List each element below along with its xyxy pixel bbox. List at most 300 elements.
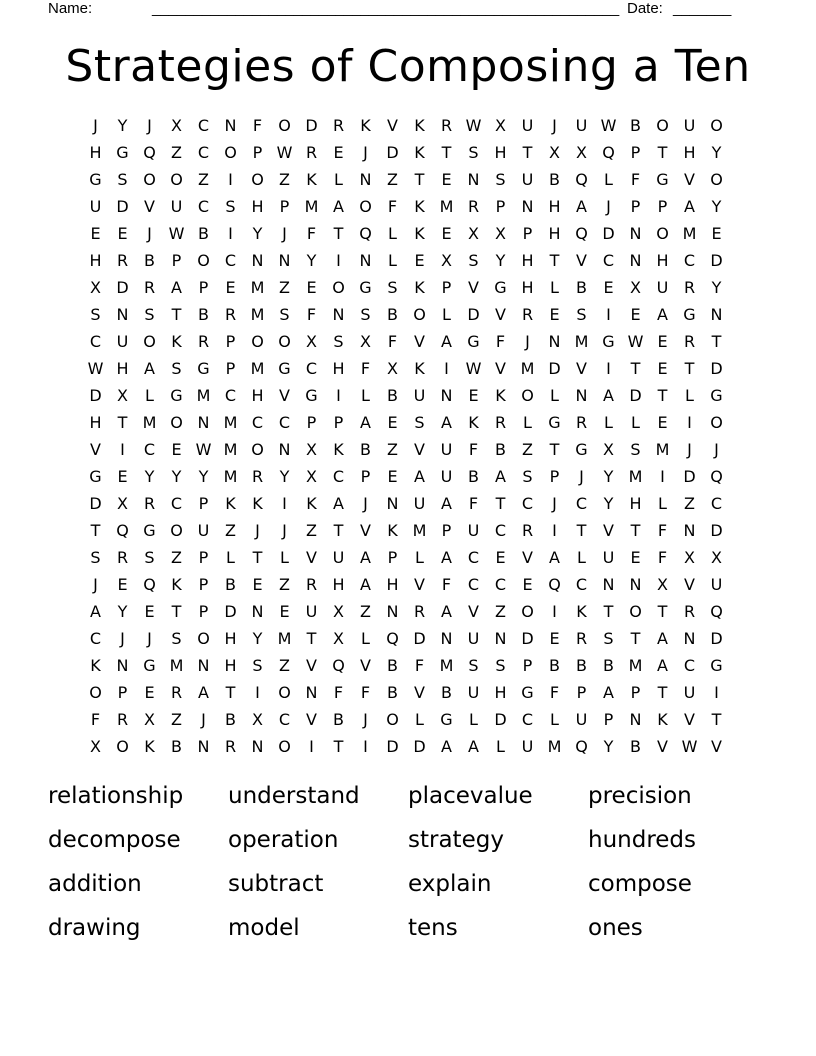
grid-letter: R: [575, 413, 588, 432]
grid-letter: Y: [711, 278, 722, 297]
grid-letter: C: [197, 116, 210, 135]
grid-letter: Q: [143, 143, 156, 162]
grid-letter: Z: [684, 494, 695, 513]
grid-letter: Q: [143, 575, 156, 594]
grid-letter: M: [439, 197, 454, 216]
grid-letter: N: [197, 737, 210, 756]
grid-letter: X: [603, 440, 614, 459]
grid-letter: V: [387, 116, 398, 135]
grid-letter: D: [467, 305, 480, 324]
grid-letter: R: [143, 278, 156, 297]
grid-row: [82, 193, 730, 220]
grid-letter: I: [363, 737, 368, 756]
grid-letter: C: [332, 467, 345, 486]
grid-letter: P: [360, 467, 371, 486]
grid-letter: P: [630, 143, 641, 162]
grid-letter: Y: [252, 224, 263, 243]
grid-row: [82, 490, 730, 517]
grid-letter: L: [577, 548, 586, 567]
grid-letter: O: [521, 386, 534, 405]
grid-letter: B: [495, 440, 506, 459]
grid-letter: G: [440, 710, 453, 729]
grid-row: [82, 571, 730, 598]
grid-letter: E: [549, 305, 560, 324]
grid-letter: L: [631, 413, 640, 432]
word-list-item: explain: [408, 871, 492, 897]
grid-letter: D: [710, 359, 723, 378]
word-list-item: ones: [588, 915, 643, 941]
grid-letter: F: [495, 332, 506, 351]
grid-letter: I: [120, 440, 125, 459]
grid-letter: L: [388, 224, 397, 243]
grid-letter: X: [333, 629, 344, 648]
grid-letter: W: [276, 143, 293, 162]
grid-letter: T: [333, 521, 344, 540]
grid-letter: R: [521, 305, 534, 324]
grid-letter: Q: [602, 143, 615, 162]
grid-letter: Y: [144, 467, 155, 486]
grid-letter: D: [386, 143, 399, 162]
grid-letter: N: [251, 737, 264, 756]
grid-letter: K: [171, 332, 182, 351]
grid-letter: Y: [252, 629, 263, 648]
grid-letter: S: [90, 305, 101, 324]
grid-letter: B: [603, 656, 614, 675]
grid-letter: E: [117, 467, 128, 486]
grid-letter: A: [657, 305, 668, 324]
grid-letter: V: [90, 440, 101, 459]
grid-letter: P: [495, 197, 506, 216]
grid-letter: X: [306, 440, 317, 459]
grid-letter: C: [197, 143, 210, 162]
grid-letter: I: [714, 683, 719, 702]
grid-letter: S: [495, 656, 506, 675]
grid-letter: H: [89, 413, 102, 432]
date-field-line[interactable]: _______: [673, 0, 732, 17]
grid-letter: T: [603, 602, 614, 621]
grid-letter: R: [413, 602, 426, 621]
page-title: Strategies of Composing a Ten: [65, 41, 751, 92]
grid-letter: V: [468, 602, 479, 621]
grid-letter: G: [467, 332, 480, 351]
grid-letter: E: [144, 602, 155, 621]
word-list-item: decompose: [48, 827, 181, 853]
grid-letter: F: [360, 359, 371, 378]
grid-letter: D: [305, 116, 318, 135]
word-list-item: precision: [588, 783, 692, 809]
word-list-item: drawing: [48, 915, 141, 941]
grid-letter: R: [143, 494, 156, 513]
grid-letter: K: [414, 359, 425, 378]
grid-letter: N: [116, 305, 129, 324]
grid-letter: Z: [279, 278, 290, 297]
grid-row: [82, 598, 730, 625]
grid-letter: I: [309, 737, 314, 756]
grid-letter: O: [89, 683, 102, 702]
grid-letter: P: [441, 278, 452, 297]
grid-letter: D: [224, 602, 237, 621]
grid-letter: Q: [710, 602, 723, 621]
grid-letter: X: [171, 116, 182, 135]
grid-letter: V: [306, 710, 317, 729]
grid-letter: W: [465, 359, 482, 378]
grid-letter: L: [415, 710, 424, 729]
grid-letter: W: [168, 224, 185, 243]
grid-letter: F: [387, 197, 398, 216]
grid-letter: E: [495, 548, 506, 567]
grid-row: [82, 301, 730, 328]
grid-letter: V: [360, 521, 371, 540]
grid-letter: C: [278, 413, 291, 432]
word-list-item: tens: [408, 915, 458, 941]
grid-letter: O: [170, 521, 183, 540]
grid-letter: G: [575, 440, 588, 459]
grid-letter: E: [252, 575, 263, 594]
grid-letter: Z: [279, 170, 290, 189]
grid-letter: J: [93, 575, 98, 594]
grid-letter: G: [521, 683, 534, 702]
grid-letter: L: [550, 710, 559, 729]
grid-letter: C: [575, 575, 588, 594]
grid-letter: P: [198, 575, 209, 594]
grid-letter: X: [630, 278, 641, 297]
grid-letter: M: [439, 656, 454, 675]
grid-letter: A: [441, 548, 452, 567]
grid-letter: M: [250, 359, 265, 378]
word-list-item: hundreds: [588, 827, 697, 853]
grid-letter: N: [197, 413, 210, 432]
grid-letter: A: [657, 656, 668, 675]
grid-letter: R: [197, 332, 210, 351]
grid-letter: K: [306, 494, 317, 513]
grid-letter: P: [171, 251, 182, 270]
grid-letter: C: [89, 332, 102, 351]
grid-letter: C: [494, 575, 507, 594]
word-list-item: relationship: [48, 783, 184, 809]
grid-letter: J: [147, 116, 152, 135]
grid-letter: T: [90, 521, 101, 540]
word-list-item: addition: [48, 871, 142, 897]
grid-letter: X: [90, 278, 101, 297]
grid-letter: J: [147, 629, 152, 648]
grid-letter: M: [682, 224, 697, 243]
grid-letter: E: [117, 575, 128, 594]
grid-letter: G: [143, 521, 156, 540]
grid-letter: M: [223, 413, 238, 432]
grid-letter: N: [386, 602, 399, 621]
grid-letter: G: [143, 656, 156, 675]
grid-letter: J: [552, 494, 557, 513]
grid-letter: Q: [710, 467, 723, 486]
grid-letter: A: [468, 737, 479, 756]
grid-letter: P: [225, 359, 236, 378]
grid-letter: C: [710, 494, 723, 513]
grid-letter: J: [147, 224, 152, 243]
grid-letter: T: [630, 629, 641, 648]
grid-letter: E: [711, 224, 722, 243]
grid-letter: D: [116, 278, 129, 297]
grid-letter: S: [495, 170, 506, 189]
grid-letter: L: [550, 278, 559, 297]
grid-letter: R: [116, 548, 129, 567]
grid-letter: D: [710, 251, 723, 270]
grid-letter: N: [467, 170, 480, 189]
word-list-item: subtract: [228, 871, 324, 897]
grid-letter: B: [171, 737, 182, 756]
grid-letter: G: [89, 467, 102, 486]
grid-letter: K: [576, 602, 587, 621]
grid-letter: A: [144, 359, 155, 378]
grid-letter: H: [332, 575, 345, 594]
grid-letter: I: [282, 494, 287, 513]
grid-letter: Y: [711, 197, 722, 216]
grid-letter: T: [711, 710, 722, 729]
grid-letter: J: [687, 440, 692, 459]
grid-letter: U: [467, 521, 480, 540]
grid-letter: K: [414, 224, 425, 243]
grid-letter: Z: [306, 521, 317, 540]
grid-letter: B: [549, 170, 560, 189]
grid-letter: I: [228, 170, 233, 189]
grid-letter: B: [549, 656, 560, 675]
grid-letter: O: [332, 278, 345, 297]
grid-letter: U: [467, 683, 480, 702]
grid-row: [82, 544, 730, 571]
grid-letter: F: [387, 332, 398, 351]
grid-letter: Y: [117, 602, 128, 621]
grid-letter: R: [251, 467, 264, 486]
grid-letter: C: [683, 656, 696, 675]
grid-letter: P: [252, 143, 263, 162]
grid-letter: S: [144, 305, 155, 324]
grid-letter: U: [683, 683, 696, 702]
grid-letter: X: [495, 224, 506, 243]
grid-letter: U: [413, 386, 426, 405]
grid-letter: J: [201, 710, 206, 729]
grid-letter: P: [603, 710, 614, 729]
grid-letter: D: [710, 521, 723, 540]
grid-letter: J: [93, 116, 98, 135]
grid-letter: F: [468, 440, 479, 459]
grid-letter: L: [415, 548, 424, 567]
grid-letter: V: [657, 737, 668, 756]
grid-letter: Z: [198, 170, 209, 189]
grid-letter: H: [683, 143, 696, 162]
grid-letter: T: [657, 683, 668, 702]
grid-letter: P: [198, 548, 209, 567]
grid-letter: N: [602, 575, 615, 594]
word-list-item: model: [228, 915, 300, 941]
grid-letter: P: [630, 683, 641, 702]
grid-letter: C: [143, 440, 156, 459]
word-search-grid: [82, 112, 730, 760]
grid-letter: E: [630, 305, 641, 324]
grid-letter: O: [278, 683, 291, 702]
grid-letter: B: [630, 116, 641, 135]
grid-letter: M: [169, 656, 184, 675]
grid-letter: B: [468, 467, 479, 486]
grid-letter: N: [521, 197, 534, 216]
grid-letter: D: [413, 737, 426, 756]
grid-letter: B: [225, 575, 236, 594]
grid-letter: C: [575, 494, 588, 513]
grid-letter: H: [656, 251, 669, 270]
grid-letter: F: [657, 548, 668, 567]
grid-letter: T: [630, 521, 641, 540]
grid-letter: O: [359, 197, 372, 216]
grid-letter: P: [198, 278, 209, 297]
grid-letter: E: [603, 278, 614, 297]
grid-letter: Y: [603, 737, 614, 756]
grid-letter: E: [549, 629, 560, 648]
grid-letter: A: [441, 494, 452, 513]
grid-letter: B: [576, 278, 587, 297]
grid-letter: J: [714, 440, 719, 459]
grid-letter: T: [306, 629, 317, 648]
grid-letter: T: [657, 143, 668, 162]
grid-letter: F: [549, 683, 560, 702]
grid-letter: R: [224, 305, 237, 324]
date-label: Date:: [627, 0, 663, 17]
grid-letter: H: [521, 251, 534, 270]
grid-letter: E: [441, 224, 452, 243]
grid-letter: S: [117, 170, 128, 189]
grid-letter: E: [414, 251, 425, 270]
grid-letter: O: [116, 737, 129, 756]
grid-letter: A: [441, 602, 452, 621]
grid-letter: W: [627, 332, 644, 351]
name-field-line[interactable]: ________________________________________________________: [152, 0, 620, 17]
grid-letter: E: [387, 467, 398, 486]
grid-letter: P: [306, 413, 317, 432]
grid-letter: J: [525, 332, 530, 351]
grid-letter: S: [171, 359, 182, 378]
grid-letter: K: [414, 116, 425, 135]
grid-letter: U: [575, 116, 588, 135]
grid-letter: D: [548, 359, 561, 378]
grid-letter: S: [333, 332, 344, 351]
grid-letter: I: [255, 683, 260, 702]
grid-letter: S: [576, 305, 587, 324]
grid-letter: C: [683, 251, 696, 270]
grid-letter: A: [576, 197, 587, 216]
grid-letter: C: [467, 548, 480, 567]
grid-letter: N: [629, 251, 642, 270]
grid-letter: O: [170, 170, 183, 189]
grid-letter: O: [278, 737, 291, 756]
grid-letter: S: [360, 305, 371, 324]
grid-letter: B: [387, 656, 398, 675]
grid-letter: O: [629, 602, 642, 621]
grid-letter: J: [282, 224, 287, 243]
word-list-item: compose: [588, 871, 692, 897]
grid-letter: T: [414, 170, 425, 189]
grid-letter: I: [552, 602, 557, 621]
grid-letter: D: [116, 197, 129, 216]
grid-letter: T: [657, 386, 668, 405]
grid-letter: M: [277, 629, 292, 648]
grid-letter: U: [305, 602, 318, 621]
grid-letter: V: [306, 548, 317, 567]
grid-letter: Y: [603, 467, 614, 486]
grid-letter: X: [333, 602, 344, 621]
grid-letter: B: [441, 683, 452, 702]
grid-letter: S: [468, 143, 479, 162]
grid-letter: N: [440, 629, 453, 648]
grid-row: [82, 274, 730, 301]
grid-letter: Z: [387, 440, 398, 459]
grid-letter: T: [252, 548, 263, 567]
grid-letter: X: [576, 143, 587, 162]
grid-letter: R: [440, 116, 453, 135]
grid-letter: E: [657, 332, 668, 351]
grid-letter: B: [144, 251, 155, 270]
grid-letter: N: [116, 656, 129, 675]
grid-letter: T: [711, 332, 722, 351]
grid-letter: I: [606, 305, 611, 324]
grid-row: [82, 625, 730, 652]
grid-letter: A: [333, 494, 344, 513]
grid-letter: F: [90, 710, 101, 729]
grid-letter: N: [440, 386, 453, 405]
grid-letter: W: [465, 116, 482, 135]
grid-letter: C: [494, 521, 507, 540]
grid-letter: O: [143, 170, 156, 189]
grid-letter: I: [687, 413, 692, 432]
grid-letter: I: [336, 386, 341, 405]
grid-letter: N: [386, 494, 399, 513]
grid-letter: S: [387, 278, 398, 297]
grid-letter: U: [683, 116, 696, 135]
grid-letter: O: [278, 332, 291, 351]
grid-letter: S: [279, 305, 290, 324]
grid-letter: M: [628, 656, 643, 675]
grid-letter: O: [710, 116, 723, 135]
grid-letter: N: [278, 440, 291, 459]
grid-letter: G: [305, 386, 318, 405]
grid-letter: L: [145, 386, 154, 405]
grid-letter: Z: [360, 602, 371, 621]
grid-letter: L: [658, 494, 667, 513]
grid-letter: B: [198, 224, 209, 243]
grid-row: [82, 355, 730, 382]
grid-letter: I: [336, 251, 341, 270]
grid-letter: G: [710, 386, 723, 405]
grid-letter: V: [495, 359, 506, 378]
grid-letter: C: [305, 359, 318, 378]
grid-letter: Y: [117, 116, 128, 135]
grid-letter: B: [198, 305, 209, 324]
grid-letter: H: [332, 359, 345, 378]
grid-letter: D: [89, 494, 102, 513]
grid-letter: Z: [279, 575, 290, 594]
grid-letter: V: [576, 251, 587, 270]
grid-letter: E: [90, 224, 101, 243]
grid-letter: A: [360, 413, 371, 432]
grid-letter: Y: [171, 467, 182, 486]
grid-letter: E: [657, 359, 668, 378]
grid-letter: N: [359, 170, 372, 189]
grid-letter: F: [468, 494, 479, 513]
grid-letter: P: [522, 224, 533, 243]
grid-letter: G: [197, 359, 210, 378]
grid-letter: I: [660, 467, 665, 486]
grid-letter: E: [468, 386, 479, 405]
grid-letter: E: [630, 548, 641, 567]
grid-letter: M: [250, 278, 265, 297]
grid-letter: U: [413, 494, 426, 513]
grid-letter: Z: [171, 143, 182, 162]
